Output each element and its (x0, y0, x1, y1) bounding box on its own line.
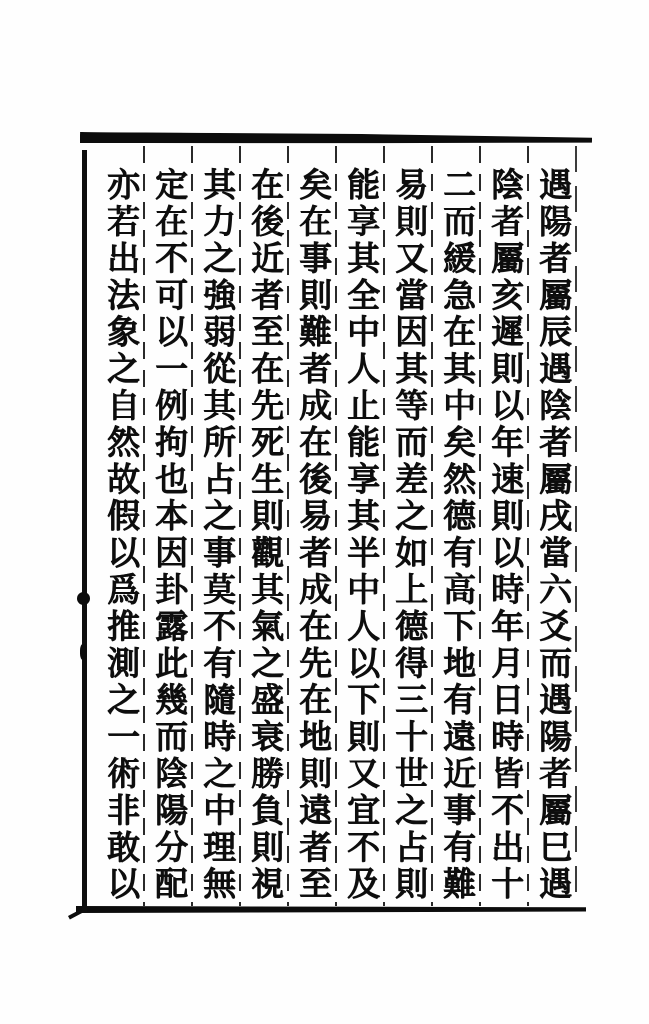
page-frame-left-border (82, 150, 87, 912)
page-frame-top-border (80, 132, 592, 146)
text-column-7: 在後近者至在先死生則觀其氣之盛衰勝負則視 (246, 167, 282, 903)
text-column-8: 其力之強弱從其所占之事莫不有隨時之中理無 (198, 167, 234, 903)
page-text (96, 167, 576, 912)
text-column-1: 遇陽者屬辰遇陰者屬戌當六爻而遇陽者屬巳遇 (534, 167, 570, 903)
text-column-10: 亦若出法象之自然故假以爲推測之一術非敢以 (102, 167, 138, 903)
ink-blot (80, 644, 87, 660)
text-column-6: 矣在事則難者成在後易者成在先在地則遠者至 (294, 167, 330, 903)
text-column-5: 能享其全中人止能享其半中人以下則又宜不及 (342, 167, 378, 903)
text-column-9: 定在不可以一例拘也本因卦露此幾而陰陽分配 (150, 167, 186, 903)
text-column-2: 陰者屬亥遲則以年速則以時年月日時皆不出十 (486, 167, 522, 903)
ink-blot (77, 592, 90, 605)
text-column-4: 易則又當因其等而差之如上德得三十世之占則 (390, 167, 426, 903)
text-column-3: 二而緩急在其中矣然德有高下地有遠近事有難 (438, 167, 474, 903)
